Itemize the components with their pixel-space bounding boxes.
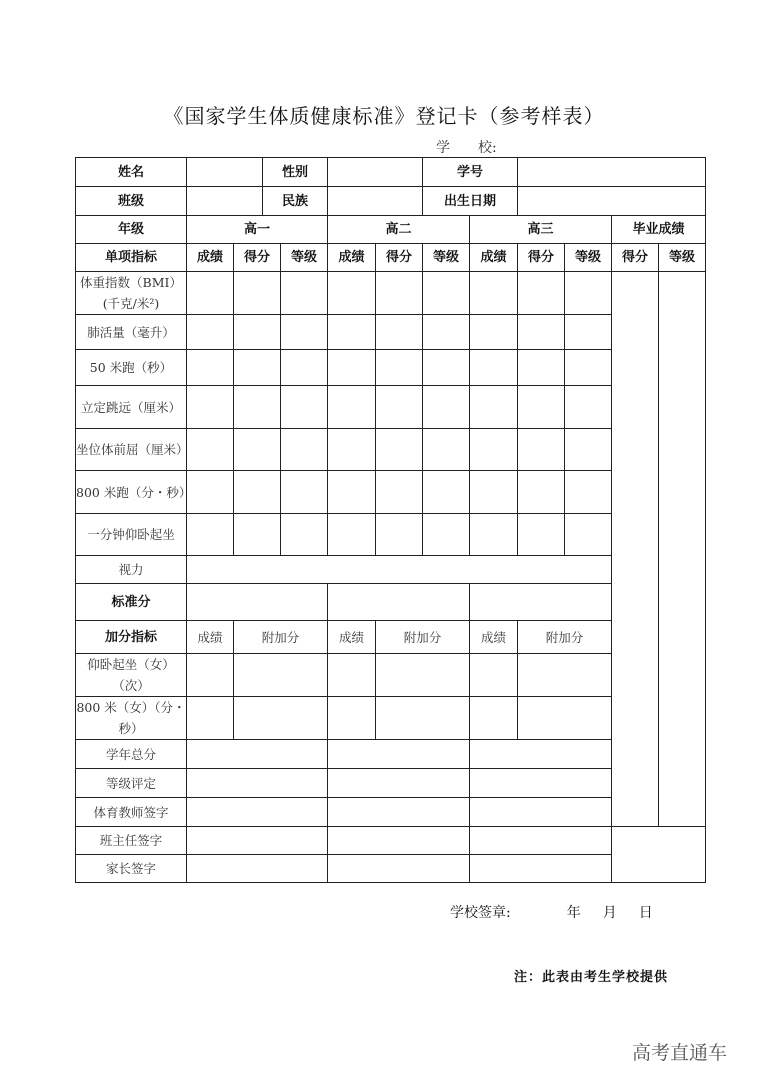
label-cell: 视力 xyxy=(76,556,187,584)
table-row xyxy=(76,187,706,216)
table-row xyxy=(76,244,706,272)
entry-cell[interactable] xyxy=(518,315,565,350)
table-row xyxy=(76,350,706,386)
entry-cell[interactable] xyxy=(281,514,328,556)
entry-cell[interactable] xyxy=(281,315,328,350)
school-field xyxy=(436,137,497,157)
table-row xyxy=(76,654,706,697)
label-cell: 高三 xyxy=(470,216,612,244)
entry-cell[interactable] xyxy=(234,272,281,315)
entry-cell[interactable] xyxy=(423,350,470,386)
label-cell: 得分 xyxy=(376,244,423,272)
entry-cell[interactable] xyxy=(234,654,328,697)
entry-cell[interactable] xyxy=(328,471,376,514)
entry-cell[interactable] xyxy=(565,429,612,471)
label-cell: 加分指标 xyxy=(76,621,187,654)
footnote: 注：此表由考生学校提供 xyxy=(514,970,669,985)
entry-cell[interactable] xyxy=(187,827,328,855)
label-cell: 体育教师签字 xyxy=(76,798,187,827)
entry-cell[interactable] xyxy=(423,514,470,556)
year-label: 年 xyxy=(566,905,581,921)
entry-cell[interactable] xyxy=(376,350,423,386)
entry-cell[interactable] xyxy=(565,386,612,429)
entry-cell[interactable] xyxy=(470,514,518,556)
entry-cell[interactable] xyxy=(328,855,470,883)
entry-cell[interactable] xyxy=(187,514,234,556)
entry-cell[interactable] xyxy=(470,429,518,471)
entry-cell[interactable] xyxy=(612,272,659,827)
entry-cell[interactable] xyxy=(187,697,234,740)
label-cell: 得分 xyxy=(234,244,281,272)
table-row xyxy=(76,584,706,621)
entry-cell[interactable] xyxy=(518,654,612,697)
table-row xyxy=(76,556,706,584)
entry-cell[interactable] xyxy=(376,429,423,471)
entry-cell[interactable] xyxy=(328,158,423,187)
label-cell: 肺活量（毫升） xyxy=(76,315,187,350)
label-cell: 等级 xyxy=(423,244,470,272)
label-cell: 班主任签字 xyxy=(76,827,187,855)
table-row xyxy=(76,855,706,883)
entry-cell[interactable] xyxy=(234,514,281,556)
entry-cell[interactable] xyxy=(423,272,470,315)
entry-cell[interactable] xyxy=(328,315,376,350)
entry-cell[interactable] xyxy=(187,315,234,350)
label-cell: 学年总分 xyxy=(76,740,187,769)
label-cell: 成绩 xyxy=(470,621,518,654)
label-cell: 等级 xyxy=(281,244,328,272)
entry-cell[interactable] xyxy=(187,556,612,584)
label-cell: 得分 xyxy=(612,244,659,272)
entry-cell[interactable] xyxy=(328,697,376,740)
entry-cell[interactable] xyxy=(187,654,234,697)
label-cell: 等级评定 xyxy=(76,769,187,798)
table-row xyxy=(76,315,706,350)
entry-cell[interactable] xyxy=(187,158,263,187)
label-cell: 成绩 xyxy=(328,621,376,654)
entry-cell[interactable] xyxy=(423,386,470,429)
entry-cell[interactable] xyxy=(470,584,612,621)
entry-cell[interactable] xyxy=(281,272,328,315)
entry-cell[interactable] xyxy=(187,429,234,471)
table-row xyxy=(76,514,706,556)
entry-cell[interactable] xyxy=(328,798,470,827)
table-row xyxy=(76,740,706,769)
label-cell: 坐位体前屈（厘米） xyxy=(76,429,187,471)
entry-cell[interactable] xyxy=(328,769,470,798)
entry-cell[interactable] xyxy=(518,158,706,187)
entry-cell[interactable] xyxy=(518,272,565,315)
entry-cell[interactable] xyxy=(518,471,565,514)
entry-cell[interactable] xyxy=(281,471,328,514)
entry-cell[interactable] xyxy=(376,697,470,740)
entry-cell[interactable] xyxy=(565,272,612,315)
label-cell: 800 米（女）（分・秒） xyxy=(76,697,187,740)
entry-cell[interactable] xyxy=(328,429,376,471)
entry-cell[interactable] xyxy=(281,386,328,429)
entry-cell[interactable] xyxy=(281,350,328,386)
entry-cell[interactable] xyxy=(234,697,328,740)
entry-cell[interactable] xyxy=(518,697,612,740)
label-cell: 成绩 xyxy=(187,244,234,272)
label-cell: 高二 xyxy=(328,216,470,244)
entry-cell[interactable] xyxy=(187,350,234,386)
label-cell: 体重指数（BMI）(千克/米²) xyxy=(76,272,187,315)
entry-cell[interactable] xyxy=(328,740,470,769)
entry-cell[interactable] xyxy=(376,471,423,514)
label-cell: 高一 xyxy=(187,216,328,244)
month-label: 月 xyxy=(602,905,617,921)
table-row xyxy=(76,216,706,244)
table-row xyxy=(76,429,706,471)
entry-cell[interactable] xyxy=(470,740,612,769)
label-cell: 姓名 xyxy=(76,158,187,187)
label-cell: 家长签字 xyxy=(76,855,187,883)
entry-cell[interactable] xyxy=(187,187,263,216)
entry-cell[interactable] xyxy=(328,350,376,386)
school-label-2: 校: xyxy=(478,140,497,156)
label-cell: 附加分 xyxy=(518,621,612,654)
table-row xyxy=(76,272,706,315)
entry-cell[interactable] xyxy=(234,429,281,471)
label-cell: 等级 xyxy=(565,244,612,272)
entry-cell[interactable] xyxy=(470,471,518,514)
entry-cell[interactable] xyxy=(234,315,281,350)
label-cell: 性别 xyxy=(263,158,328,187)
entry-cell[interactable] xyxy=(518,350,565,386)
entry-cell[interactable] xyxy=(565,514,612,556)
label-cell: 50 米跑（秒） xyxy=(76,350,187,386)
label-cell: 附加分 xyxy=(234,621,328,654)
school-stamp xyxy=(450,902,653,922)
table-row xyxy=(76,798,706,827)
table-row xyxy=(76,471,706,514)
entry-cell[interactable] xyxy=(328,386,376,429)
label-cell: 成绩 xyxy=(328,244,376,272)
watermark: 高考直通车 xyxy=(632,1042,728,1064)
label-cell: 800 米跑（分・秒） xyxy=(76,471,187,514)
day-label: 日 xyxy=(638,905,653,921)
entry-cell[interactable] xyxy=(518,386,565,429)
entry-cell[interactable] xyxy=(565,471,612,514)
school-label: 学 xyxy=(436,140,450,156)
entry-cell[interactable] xyxy=(187,584,328,621)
entry-cell[interactable] xyxy=(187,769,328,798)
table-row xyxy=(76,158,706,187)
entry-cell[interactable] xyxy=(470,315,518,350)
label-cell: 立定跳远（厘米） xyxy=(76,386,187,429)
entry-cell[interactable] xyxy=(376,514,423,556)
entry-cell[interactable] xyxy=(470,386,518,429)
label-cell: 成绩 xyxy=(470,244,518,272)
entry-cell[interactable] xyxy=(612,827,706,883)
entry-cell[interactable] xyxy=(659,272,706,827)
label-cell: 毕业成绩 xyxy=(612,216,706,244)
entry-cell[interactable] xyxy=(234,386,281,429)
entry-cell[interactable] xyxy=(281,429,328,471)
entry-cell[interactable] xyxy=(187,386,234,429)
entry-cell[interactable] xyxy=(234,471,281,514)
registration-table xyxy=(75,157,706,883)
entry-cell[interactable] xyxy=(518,187,706,216)
entry-cell[interactable] xyxy=(328,654,376,697)
table-row xyxy=(76,386,706,429)
entry-cell[interactable] xyxy=(470,798,612,827)
entry-cell[interactable] xyxy=(376,386,423,429)
label-cell: 年级 xyxy=(76,216,187,244)
entry-cell[interactable] xyxy=(328,514,376,556)
entry-cell[interactable] xyxy=(423,315,470,350)
entry-cell[interactable] xyxy=(234,350,281,386)
label-cell: 单项指标 xyxy=(76,244,187,272)
table-row xyxy=(76,697,706,740)
entry-cell[interactable] xyxy=(565,350,612,386)
table-row xyxy=(76,621,706,654)
entry-cell[interactable] xyxy=(470,827,612,855)
entry-cell[interactable] xyxy=(376,272,423,315)
label-cell: 一分钟仰卧起坐 xyxy=(76,514,187,556)
entry-cell[interactable] xyxy=(187,855,328,883)
entry-cell[interactable] xyxy=(423,471,470,514)
label-cell: 附加分 xyxy=(376,621,470,654)
entry-cell[interactable] xyxy=(187,272,234,315)
entry-cell[interactable] xyxy=(518,514,565,556)
entry-cell[interactable] xyxy=(470,350,518,386)
entry-cell[interactable] xyxy=(328,827,470,855)
entry-cell[interactable] xyxy=(518,429,565,471)
label-cell: 标准分 xyxy=(76,584,187,621)
label-cell: 出生日期 xyxy=(423,187,518,216)
label-cell: 仰卧起坐（女）（次） xyxy=(76,654,187,697)
entry-cell[interactable] xyxy=(187,798,328,827)
entry-cell[interactable] xyxy=(470,855,612,883)
entry-cell[interactable] xyxy=(187,471,234,514)
table-row xyxy=(76,827,706,855)
entry-cell[interactable] xyxy=(565,315,612,350)
label-cell: 成绩 xyxy=(187,621,234,654)
label-cell: 班级 xyxy=(76,187,187,216)
entry-cell[interactable] xyxy=(470,654,518,697)
entry-cell[interactable] xyxy=(187,740,328,769)
label-cell: 等级 xyxy=(659,244,706,272)
entry-cell[interactable] xyxy=(376,654,470,697)
label-cell: 学号 xyxy=(423,158,518,187)
entry-cell[interactable] xyxy=(328,584,470,621)
entry-cell[interactable] xyxy=(328,187,423,216)
entry-cell[interactable] xyxy=(470,272,518,315)
entry-cell[interactable] xyxy=(376,315,423,350)
entry-cell[interactable] xyxy=(423,429,470,471)
label-cell: 民族 xyxy=(263,187,328,216)
table-row xyxy=(76,769,706,798)
entry-cell[interactable] xyxy=(470,697,518,740)
label-cell: 得分 xyxy=(518,244,565,272)
entry-cell[interactable] xyxy=(470,769,612,798)
entry-cell[interactable] xyxy=(328,272,376,315)
page-title: 《国家学生体质健康标准》登记卡（参考样表） xyxy=(163,104,605,128)
stamp-label: 学校签章: xyxy=(450,905,511,921)
